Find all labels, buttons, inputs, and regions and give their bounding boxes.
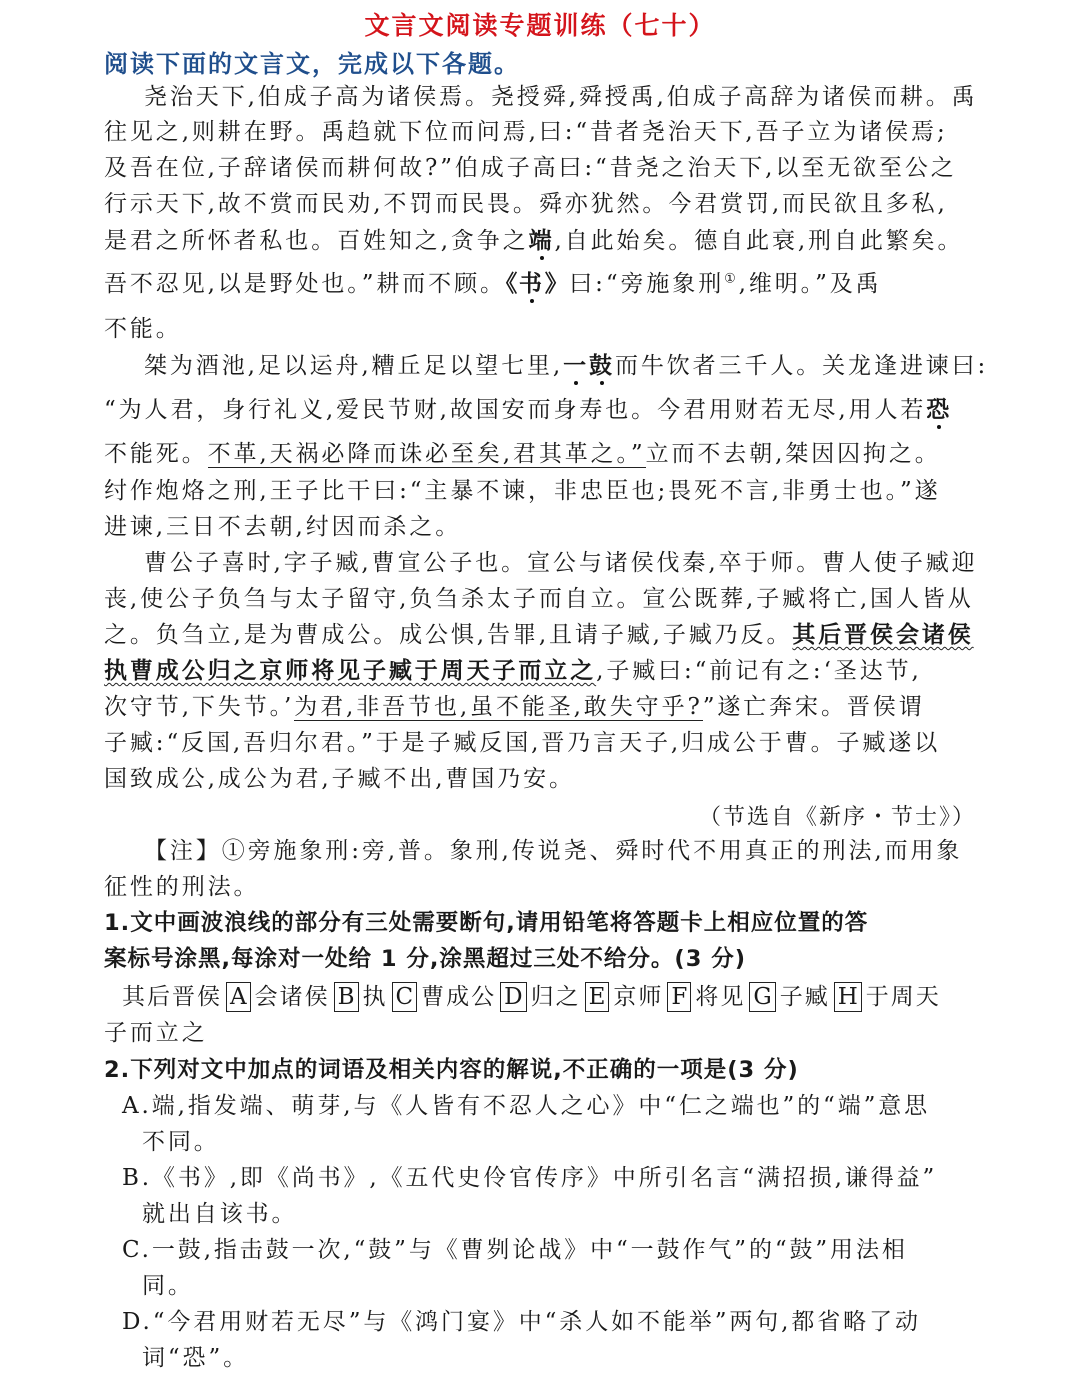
passage-line — [144, 351, 989, 381]
passage-line: 国致成公,成公为君,子臧不出,曹国乃安。 — [104, 766, 575, 792]
segment: 将见 — [695, 984, 746, 1010]
segment: 曹成公 — [421, 984, 497, 1010]
text-run: 是君之所怀者私也。百姓知之,贪争之 — [104, 228, 529, 254]
passage-line: 尧治天下,伯成子高为诸侯焉。尧授舜,舜授禹,伯成子高辞为诸侯而耕。禹 — [144, 84, 978, 110]
segment: 会诸侯 — [254, 984, 330, 1010]
text-run: 吾不忍见,以是野处也。”耕而不顾。 — [104, 271, 506, 297]
passage-line: 曹公子喜时,字子臧,曹宣公子也。宣公与诸侯伐秦,卒于师。曹人使子臧迎 — [144, 550, 978, 576]
break-option-a[interactable]: A — [226, 982, 251, 1012]
passage-line: 行示天下,故不赏而民劝,不罚而民畏。舜亦犹然。今君赏罚,而民欲且多私, — [104, 191, 948, 217]
break-option-d[interactable]: D — [500, 982, 526, 1012]
option-d[interactable]: D.“今君用财若无尽”与《鸿门宴》中“杀人如不能举”两句,都省略了动 — [122, 1309, 921, 1335]
break-option-b[interactable]: B — [334, 982, 359, 1012]
text-run: 桀为酒池,足以运舟,糟丘足以望七里, — [144, 353, 564, 379]
text-run: ”遂亡奔宋。晋侯谓 — [702, 694, 925, 720]
underlined-sentence: 不革,天祸必降而诛必至矣,君其革之。” — [207, 441, 646, 467]
option-a[interactable]: A.端,指发端、萌芽,与《人皆有不忍人之心》中“仁之端也”的“端”意思 — [122, 1093, 931, 1119]
passage-line — [104, 620, 976, 650]
footnote: 【注】①旁施象刑:旁,普。象刑,传说尧、舜时代不用真正的刑法,而用象 — [144, 838, 963, 864]
sentence-break-options — [122, 982, 978, 1012]
dotted-word: 端 — [528, 228, 555, 254]
passage-line — [104, 226, 976, 256]
text-run: 》 — [544, 271, 570, 297]
segment: 子臧 — [779, 984, 830, 1010]
break-option-c[interactable]: C — [392, 982, 418, 1012]
dotted-word: 一 — [563, 353, 590, 379]
text-run: 不能死。 — [104, 441, 208, 467]
question-1-stem: 1.文中画波浪线的部分有三处需要断句,请用铅笔将答题卡上相应位置的答 — [104, 910, 869, 936]
option-d-cont: 词“恐”。 — [142, 1345, 250, 1371]
option-a-cont: 不同。 — [142, 1129, 220, 1155]
option-b[interactable]: B.《书》,即《尚书》,《五代史伶官传序》中所引名言“满招损,谦得益” — [122, 1165, 938, 1191]
passage-line — [104, 439, 976, 469]
passage-line — [104, 692, 976, 722]
footnote: 征性的刑法。 — [104, 874, 260, 900]
option-c[interactable]: C.一鼓,指击鼓一次,“鼓”与《曹刿论战》中“一鼓作气”的“鼓”用法相 — [122, 1237, 908, 1263]
passage-line: 子臧:“反国,吾归尔君。”于是子臧反国,晋乃言天子,归成公于曹。子臧遂以 — [104, 730, 941, 756]
dotted-word: 鼓 — [589, 353, 615, 379]
segment: 归之 — [530, 984, 581, 1010]
passage-line: 进谏,三日不去朝,纣因而杀之。 — [104, 514, 462, 540]
wavy-underlined-text: 其后晋侯会诸侯 — [792, 622, 974, 648]
text-run: 次守节,下失节。’ — [104, 694, 295, 720]
segment: 京师 — [613, 984, 664, 1010]
segment: 执 — [362, 984, 388, 1010]
dotted-word: 书 — [518, 271, 545, 297]
page-title: 文言文阅读专题训练（七十） — [364, 11, 716, 40]
dotted-word: 恐 — [926, 397, 953, 423]
passage-line — [104, 395, 976, 425]
break-option-h[interactable]: H — [834, 982, 862, 1012]
text-run: 而牛饮者三千人。关龙逢进谏曰: — [614, 353, 989, 379]
passage-line — [104, 269, 976, 299]
text-run: ,子臧曰:“前记有之:‘圣达节, — [596, 658, 922, 684]
question-2-stem: 2.下列对文中加点的词语及相关内容的解说,不正确的一项是(3 分) — [104, 1057, 799, 1083]
passage-line: 纣作炮烙之刑,王子比干曰:“主暴不谏，非忠臣也;畏死不言,非勇士也。”遂 — [104, 478, 941, 504]
text-run: ,自此始矣。德自此衰,刑自此繁矣。 — [554, 228, 964, 254]
passage-line: 及吾在位,子辞诸侯而耕何故?”伯成子高曰:“昔尧之治天下,以至无欲至公之 — [104, 155, 957, 181]
segment: 其后晋侯 — [122, 984, 222, 1010]
passage-line — [104, 656, 976, 686]
text-run: “为人君，身行礼义,爱民节财,故国安而身寿也。今君用财若无尽,用人若 — [104, 397, 927, 423]
break-option-f[interactable]: F — [667, 982, 691, 1012]
question-1-stem: 案标号涂黑,每涂对一处给 1 分,涂黑超过三处不给分。(3 分) — [104, 946, 746, 972]
segment: 于周天 — [865, 984, 941, 1010]
break-option-g[interactable]: G — [749, 982, 775, 1012]
instruction: 阅读下面的文言文，完成以下各题。 — [104, 50, 520, 78]
text-run: 之。负刍立,是为曹成公。成公惧,告罪,且请子臧,子臧乃反。 — [104, 622, 793, 648]
option-c-cont: 同。 — [142, 1273, 194, 1299]
wavy-underlined-text: 执曹成公归之京师将见子臧于周天子而立之 — [104, 658, 597, 684]
text-run: 曰:“旁施象刑 — [569, 271, 725, 297]
text-run: ,维明。”及禹 — [738, 271, 882, 297]
passage-line: 往见之,则耕在野。禹趋就下位而问焉,曰:“昔者尧治天下,吾子立为诸侯焉; — [104, 119, 948, 145]
footnote-marker: ① — [724, 271, 739, 287]
text-run: 《 — [505, 271, 519, 297]
break-option-e[interactable]: E — [585, 982, 610, 1012]
option-b-cont: 就出自该书。 — [142, 1201, 298, 1227]
source-citation: （节选自《新序・节士》） — [698, 805, 976, 830]
text-run: 立而不去朝,桀因囚拘之。 — [645, 441, 941, 467]
sentence-break-tail: 子而立之 — [104, 1020, 208, 1046]
passage-line: 不能。 — [104, 316, 182, 342]
passage-line: 丧,使公子负刍与太子留守,负刍杀太子而自立。宣公既葬,子臧将亡,国人皆从 — [104, 586, 974, 612]
underlined-sentence: 为君,非吾节也,虽不能圣,敢失守乎? — [294, 694, 703, 720]
